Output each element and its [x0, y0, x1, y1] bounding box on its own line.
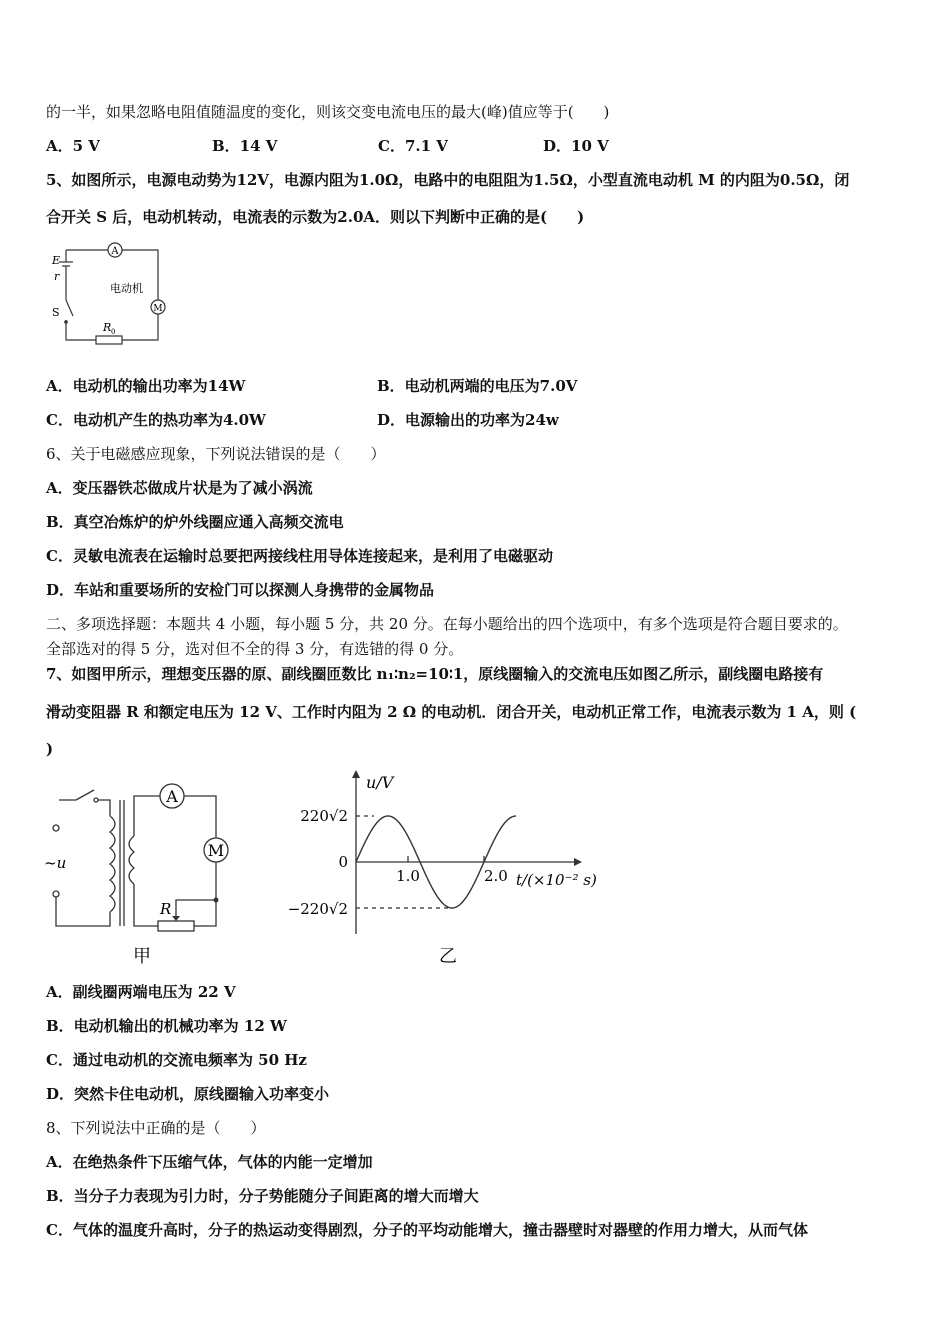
- q7-option-d: D．突然卡住电动机，原线圈输入功率变小: [46, 1085, 330, 1103]
- q6-option-d: D．车站和重要场所的安检门可以探测人身携带的金属物品: [46, 581, 435, 599]
- section2-line2: 全部选对的得 5 分，选对但不全的得 3 分，有选错的得 0 分。: [46, 640, 464, 658]
- q7-ylabel: u/V: [366, 773, 394, 792]
- q5-r-label: r: [54, 270, 60, 283]
- q4-option-a: A．5 V: [46, 137, 100, 155]
- q8-option-c: C．气体的温度升高时，分子的热运动变得剧烈，分子的平均动能增大，撞击器壁时对器壁的作用力增大，从而气体: [46, 1221, 808, 1239]
- q8-option-a: A．在绝热条件下压缩气体，气体的内能一定增加: [46, 1153, 373, 1171]
- q7-ammeter-label: A: [166, 787, 178, 806]
- q4-tail: 的一半，如果忽略电阻值随温度的变化，则该交变电流电压的最大(峰)值应等于( ): [46, 103, 610, 121]
- q7-input-label: ~u: [44, 854, 67, 872]
- q5-motor-label: M: [153, 304, 163, 314]
- section2-line1: 二、多项选择题：本题共 4 小题，每小题 5 分，共 20 分。在每小题给出的四个选项中，有多个选项是符合题目要求的。: [46, 615, 848, 633]
- q5-r0-sub: 0: [111, 328, 116, 336]
- q8-stem: 8、下列说法中正确的是（ ）: [46, 1119, 266, 1137]
- q5-option-d: D．电源输出的功率为24w: [377, 411, 559, 429]
- q5-s-label: S: [52, 306, 60, 319]
- q6-stem: 6、关于电磁感应现象，下列说法错误的是（ ）: [46, 445, 386, 463]
- q7-stem-line1: 7、如图甲所示，理想变压器的原、副线圈匝数比 n₁∶n₂=10∶1，原线圈输入的交流电压如图乙所示，副线圈电路接有: [46, 665, 824, 683]
- q7-fig-yi-caption: 乙: [439, 946, 457, 967]
- q7-option-b: B．电动机输出的机械功率为 12 W: [46, 1017, 287, 1035]
- q7-option-a: A．副线圈两端电压为 22 V: [46, 983, 236, 1001]
- q5-option-c: C．电动机产生的热功率为4.0W: [46, 411, 266, 429]
- q7-ymax-label: 220√2: [300, 807, 348, 825]
- q5-ammeter-label: A: [111, 246, 119, 257]
- q7-xlabel: t/(×10⁻² s): [516, 871, 597, 889]
- q7-transformer-figure: [40, 776, 240, 971]
- q7-tick-1: 1.0: [396, 867, 420, 885]
- q4-option-b: B．14 V: [212, 137, 278, 155]
- q4-option-c: C．7.1 V: [378, 137, 448, 155]
- q7-tick-2: 2.0: [484, 867, 508, 885]
- q5-option-b: B．电动机两端的电压为7.0V: [377, 377, 578, 395]
- q7-voltage-graph: [268, 768, 618, 970]
- q7-resistor-label: R: [160, 900, 172, 918]
- q6-option-b: B．真空冶炼炉的炉外线圈应通入高频交流电: [46, 513, 344, 531]
- q7-stem-line2: 滑动变阻器 R 和额定电压为 12 V、工作时内阻为 2 Ω 的电动机．闭合开关，电动机正常工作，电流表示数为 1 A，则 (: [46, 703, 857, 721]
- q5-motor-text: 电动机: [110, 282, 143, 295]
- q7-fig-jia-caption: 甲: [133, 946, 151, 967]
- q4-option-d: D．10 V: [543, 137, 609, 155]
- q5-r0-label: R: [103, 321, 112, 334]
- q7-stem-line3: ): [46, 740, 54, 758]
- q6-option-a: A．变压器铁芯做成片状是为了减小涡流: [46, 479, 313, 497]
- q5-option-a: A．电动机的输出功率为14W: [46, 377, 246, 395]
- q5-stem-line2: 合开关 S 后，电动机转动，电流表的示数为2.0A．则以下判断中正确的是( ): [46, 208, 585, 226]
- q5-circuit-figure: [46, 240, 186, 350]
- q5-stem-line1: 5、如图所示，电源电动势为12V，电源内阻为1.0Ω，电路中的电阻阻为1.5Ω，小型直流电动机 M 的内阻为0.5Ω，闭: [46, 171, 850, 189]
- q6-option-c: C．灵敏电流表在运输时总要把两接线柱用导体连接起来，是利用了电磁驱动: [46, 547, 553, 565]
- q7-motor-label: M: [207, 841, 225, 860]
- q7-origin-label: 0: [338, 853, 348, 871]
- q5-e-label: E: [52, 254, 61, 267]
- q7-option-c: C．通过电动机的交流电频率为 50 Hz: [46, 1051, 307, 1069]
- q8-option-b: B．当分子力表现为引力时，分子势能随分子间距离的增大而增大: [46, 1187, 479, 1205]
- q7-ymin-label: −220√2: [287, 900, 348, 918]
